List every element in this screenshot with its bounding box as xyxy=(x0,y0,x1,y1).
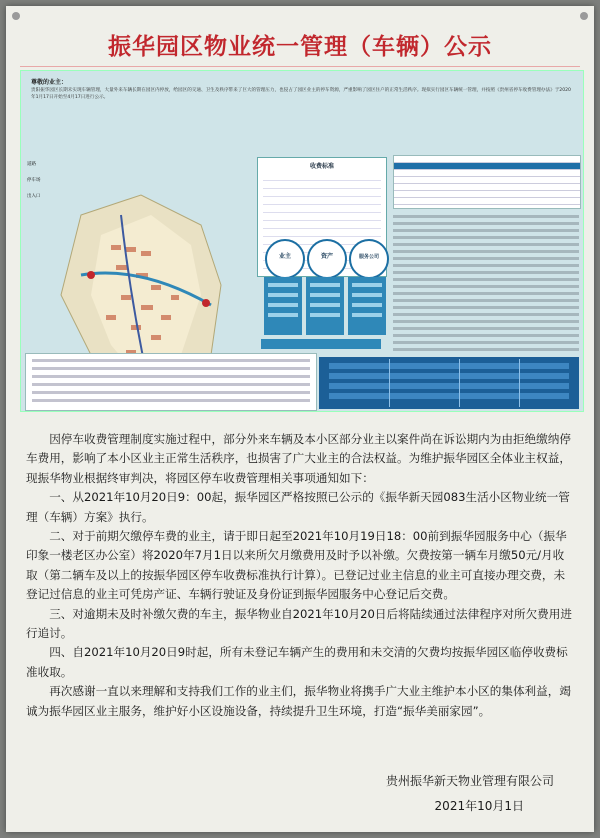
notice-sheet xyxy=(6,6,594,832)
title-divider xyxy=(20,66,580,67)
notice-paragraph-intro: 因停车收费管理制度实施过程中，部分外来车辆及本小区部分业主以案件尚在诉讼期内为由拒绝缴纳停车费用，影响了本小区业主正常生活秩序，也损害了广大业主的合法权益。为维护振华园区全体业主权益，现振华物业根据终审判决，将园区停车收费管理相关事项通知如下： xyxy=(26,432,571,485)
legend-road: 道路 xyxy=(27,162,36,167)
legend-parking: 停车场 xyxy=(27,178,41,183)
circle-asset: 资产 xyxy=(307,239,347,279)
poster-notes-box xyxy=(25,353,317,411)
rate-table xyxy=(319,357,579,409)
poster-intro: 贵阳振华园区长期未实现车辆管理，大量外来车辆长期在园区内停放，给园区的交通、卫生及秩序带来了巨大的管理压力，也侵占了园区业主的停车资源，严重影响了园区住户的正常生活秩序。现拟实行园区车辆统一管理，并按照《贵州省停车收费管理办法》于2020年1月17日开始至4月17日进行公示。 xyxy=(31,88,571,100)
issue-date: 2021年10月1日 xyxy=(434,799,524,813)
issuer-company: 贵州振华新天物业管理有限公司 xyxy=(385,774,554,788)
poster-greeting: 尊敬的业主： xyxy=(31,79,68,86)
pillar-service xyxy=(348,277,386,335)
fee-standard-title: 收费标准 xyxy=(309,163,334,170)
process-bar xyxy=(261,339,381,349)
pillar-owner xyxy=(264,277,302,335)
notice-title: 振华园区物业统一管理（车辆）公示 xyxy=(108,34,492,60)
poster-image xyxy=(20,70,584,412)
circle-owner: 业主 xyxy=(265,239,305,279)
notice-paragraph-thanks: 再次感谢一直以来理解和支持我们工作的业主们，振华物业将携手广大业主维护本小区的集体利益，竭诚为振华园区业主服务，维护好小区设施设备，持续提升卫生环境，打造“振华美丽家园”。 xyxy=(26,684,571,718)
circle-service: 服务公司 xyxy=(349,239,389,279)
pillar-asset xyxy=(306,277,344,335)
poster-notice-text xyxy=(393,211,579,359)
notice-paragraph-3: 三、对逾期未及时补缴欠费的车主，振华物业自2021年10月20日后将陆续通过法律程序对所欠费用进行追讨。 xyxy=(26,606,572,641)
notice-paragraph-1: 一、从2021年10月20日9：00起，振华园区严格按照已公示的《振华新天园083生活小区物业统一管理（车辆）方案》执行。 xyxy=(26,490,570,524)
vote-stat-table xyxy=(393,155,581,209)
pin-top-right xyxy=(580,12,588,20)
notice-paragraph-2: 二、对于前期欠缴停车费的业主，请于即日起至2021年10月19日18：00前到振华园服务中心（振华印象一楼老区办公室）将2020年7月1日以来所欠月缴费用及时予以补缴。欠费按第一辆车月缴50元/月收取（第二辆车及以上的按振华园区停车收费标准执行计算）。已登记过业主信息的业主可直接办理交费，未登记过信息的业主可凭房产证、车辆行驶证及身份证到振华园服务中心登记后交费。 xyxy=(26,529,567,602)
notice-body xyxy=(26,430,574,721)
pin-top-left xyxy=(12,12,20,20)
legend-exit: 出入口 xyxy=(27,194,41,199)
notice-paragraph-4: 四、自2021年10月20日9时起，所有未登记车辆产生的费用和未交清的欠费均按振华园区临停收费标准收取。 xyxy=(26,645,568,679)
